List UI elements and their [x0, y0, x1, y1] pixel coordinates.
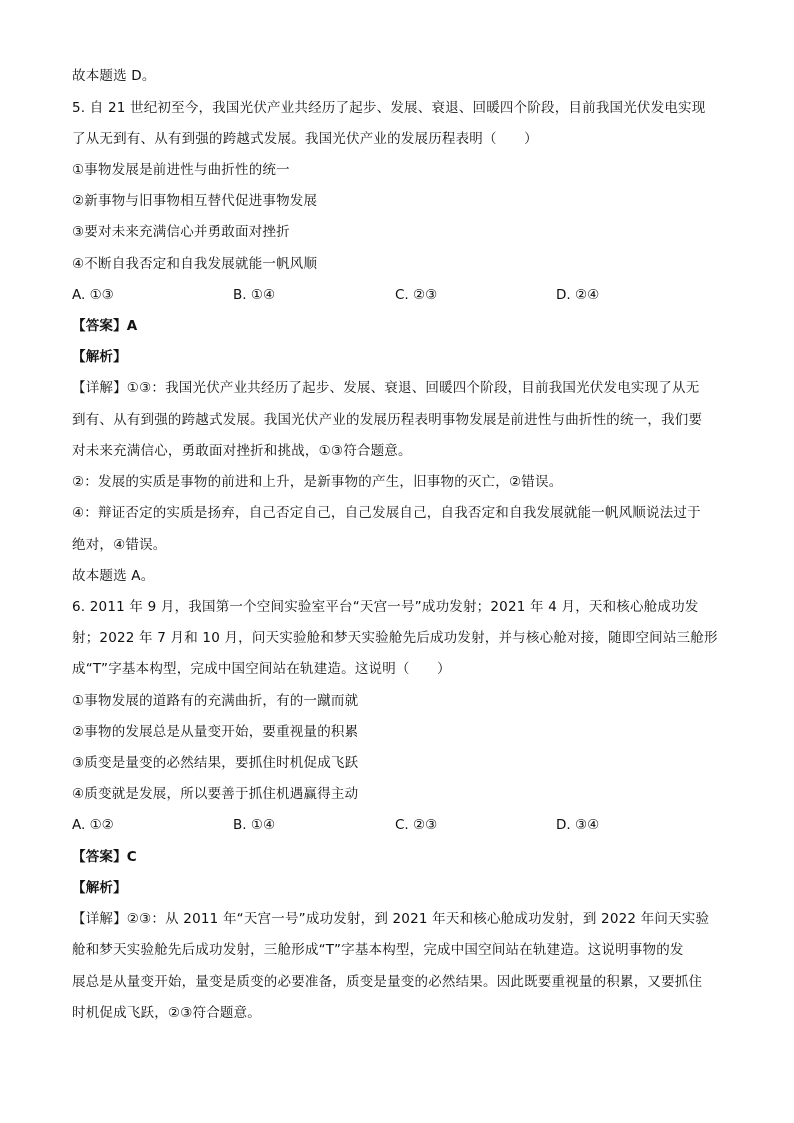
- q6-analysis-heading: 【解析】: [72, 880, 127, 896]
- q6-answer: 【答案】C: [72, 849, 137, 865]
- q6-stem-line-3: 成“T”字基本构型，完成中国空间站在轨建造。这说明（ ）: [72, 661, 451, 677]
- q5-explanation-line-6: 绝对，④错误。: [72, 537, 167, 553]
- q6-explanation-line-4: 时机促成飞跃，②③符合题意。: [72, 1005, 262, 1021]
- q5-stem-line-2: 了从无到有、从有到强的跨越式发展。我国光伏产业的发展历程表明（ ）: [72, 131, 538, 147]
- q5-statement-3: ③要对未来充满信心并勇敢面对挫折: [72, 224, 290, 240]
- q6-option-d: D. ③④: [556, 817, 600, 833]
- q5-statement-4: ④不断自我否定和自我发展就能一帆风顺: [72, 256, 318, 272]
- q5-explanation-line-1: 【详解】①③：我国光伏产业共经历了起步、发展、衰退、回暖四个阶段，目前我国光伏发电实现了从无: [72, 380, 700, 396]
- q5-option-b: B. ①④: [233, 287, 276, 303]
- q5-answer: 【答案】A: [72, 318, 138, 334]
- q5-analysis-heading: 【解析】: [72, 349, 127, 365]
- q5-explanation-line-4: ②：发展的实质是事物的前进和上升，是新事物的产生，旧事物的灭亡，②错误。: [72, 474, 563, 490]
- q6-statement-2: ②事物的发展总是从量变开始，要重视量的积累: [72, 724, 359, 740]
- q6-statement-1: ①事物发展的道路有的充满曲折，有的一蹴而就: [72, 693, 359, 709]
- q6-explanation-line-3: 展总是从量变开始，量变是质变的必要准备，质变是量变的必然结果。因此既要重视量的积累，又要抓住: [72, 974, 703, 990]
- q6-statement-3: ③质变是量变的必然结果，要抓住时机促成飞跃: [72, 755, 359, 771]
- q5-explanation-line-5: ④：辩证否定的实质是扬弃，自己否定自己，自己发展自己，自我否定和自我发展就能一帆风顺说法过于: [72, 505, 701, 521]
- q6-stem-line-1: 6. 2011 年 9 月，我国第一个空间实验室平台“天宫一号”成功发射；2021 年 4 月，天和核心舱成功发: [72, 599, 699, 615]
- q6-explanation-line-1: 【详解】②③：从 2011 年“天宫一号”成功发射，到 2021 年天和核心舱成功发射，到 2022 年问天实验: [72, 911, 710, 927]
- q6-explanation-line-2: 舱和梦天实验舱先后成功发射，三舱形成“T”字基本构型，完成中国空间站在轨建造。这说明事物的发: [72, 942, 684, 958]
- q5-option-d: D. ②④: [556, 287, 600, 303]
- prev-conclusion: 故本题选 D。: [72, 68, 156, 84]
- q5-option-a: A. ①③: [72, 287, 114, 303]
- q5-explanation-line-2: 到有、从有到强的跨越式发展。我国光伏产业的发展历程表明事物发展是前进性与曲折性的统一，我们要: [72, 412, 703, 428]
- q5-option-c: C. ②③: [395, 287, 438, 303]
- q6-option-b: B. ①④: [233, 817, 276, 833]
- q6-option-c: C. ②③: [395, 817, 438, 833]
- q5-stem-line-1: 5. 自 21 世纪初至今，我国光伏产业共经历了起步、发展、衰退、回暖四个阶段，目前我国光伏发电实现: [72, 100, 706, 116]
- q6-statement-4: ④质变就是发展，所以要善于抓住机遇赢得主动: [72, 786, 359, 802]
- q5-statement-1: ①事物发展是前进性与曲折性的统一: [72, 162, 290, 178]
- q6-stem-line-2: 射；2022 年 7 月和 10 月，问天实验舱和梦天实验舱先后成功发射，并与核心舱对接，随即空间站三舱形: [72, 630, 718, 646]
- q5-explanation-line-3: 对未来充满信心，勇敢面对挫折和挑战，①③符合题意。: [72, 443, 412, 459]
- q5-statement-2: ②新事物与旧事物相互替代促进事物发展: [72, 193, 318, 209]
- q5-conclusion: 故本题选 A。: [72, 568, 155, 584]
- q6-option-a: A. ①②: [72, 817, 114, 833]
